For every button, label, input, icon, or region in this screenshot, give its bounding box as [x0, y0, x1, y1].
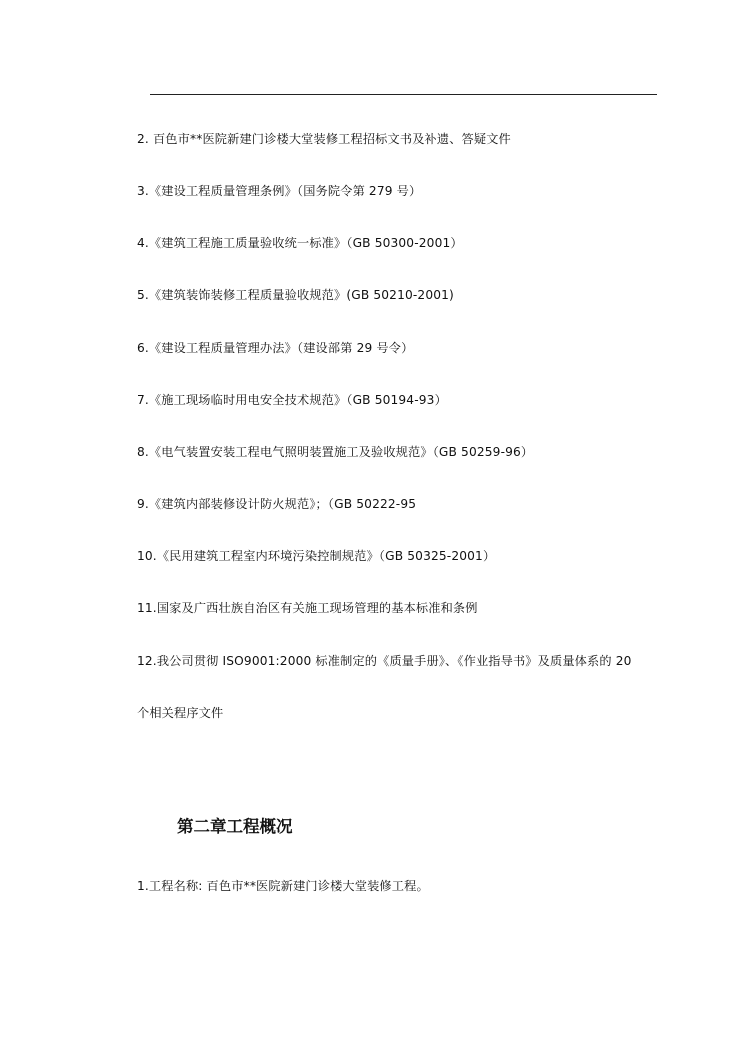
reference-item: 11.国家及广西壮族自治区有关施工现场管理的基本标准和条例 — [137, 601, 478, 615]
chapter-heading: 第二章工程概况 — [177, 817, 293, 836]
header-rule — [150, 94, 657, 95]
project-name-item: 1.工程名称: 百色市**医院新建门诊楼大堂装修工程。 — [137, 879, 429, 893]
reference-item: 2. 百色市**医院新建门诊楼大堂装修工程招标文书及补遗、答疑文件 — [137, 132, 511, 146]
reference-item: 7.《施工现场临时用电安全技术规范》（GB 50194-93） — [137, 393, 447, 407]
reference-item: 12.我公司贯彻 ISO9001:2000 标准制定的《质量手册》、《作业指导书》及质量体系的 20 — [137, 654, 632, 668]
reference-item: 3.《建设工程质量管理条例》（国务院令第 279 号） — [137, 184, 422, 198]
reference-item: 5.《建筑装饰装修工程质量验收规范》(GB 50210-2001) — [137, 288, 454, 302]
reference-item: 6.《建设工程质量管理办法》（建设部第 29 号令） — [137, 341, 414, 355]
reference-item: 4.《建筑工程施工质量验收统一标准》（GB 50300-2001） — [137, 236, 463, 250]
reference-item: 9.《建筑内部装修设计防火规范》；（GB 50222-95 — [137, 497, 417, 511]
reference-item-continuation: 个相关程序文件 — [137, 706, 224, 720]
reference-item: 8.《电气装置安装工程电气照明装置施工及验收规范》（GB 50259-96） — [137, 445, 534, 459]
reference-item: 10.《民用建筑工程室内环境污染控制规范》（GB 50325-2001） — [137, 549, 496, 563]
